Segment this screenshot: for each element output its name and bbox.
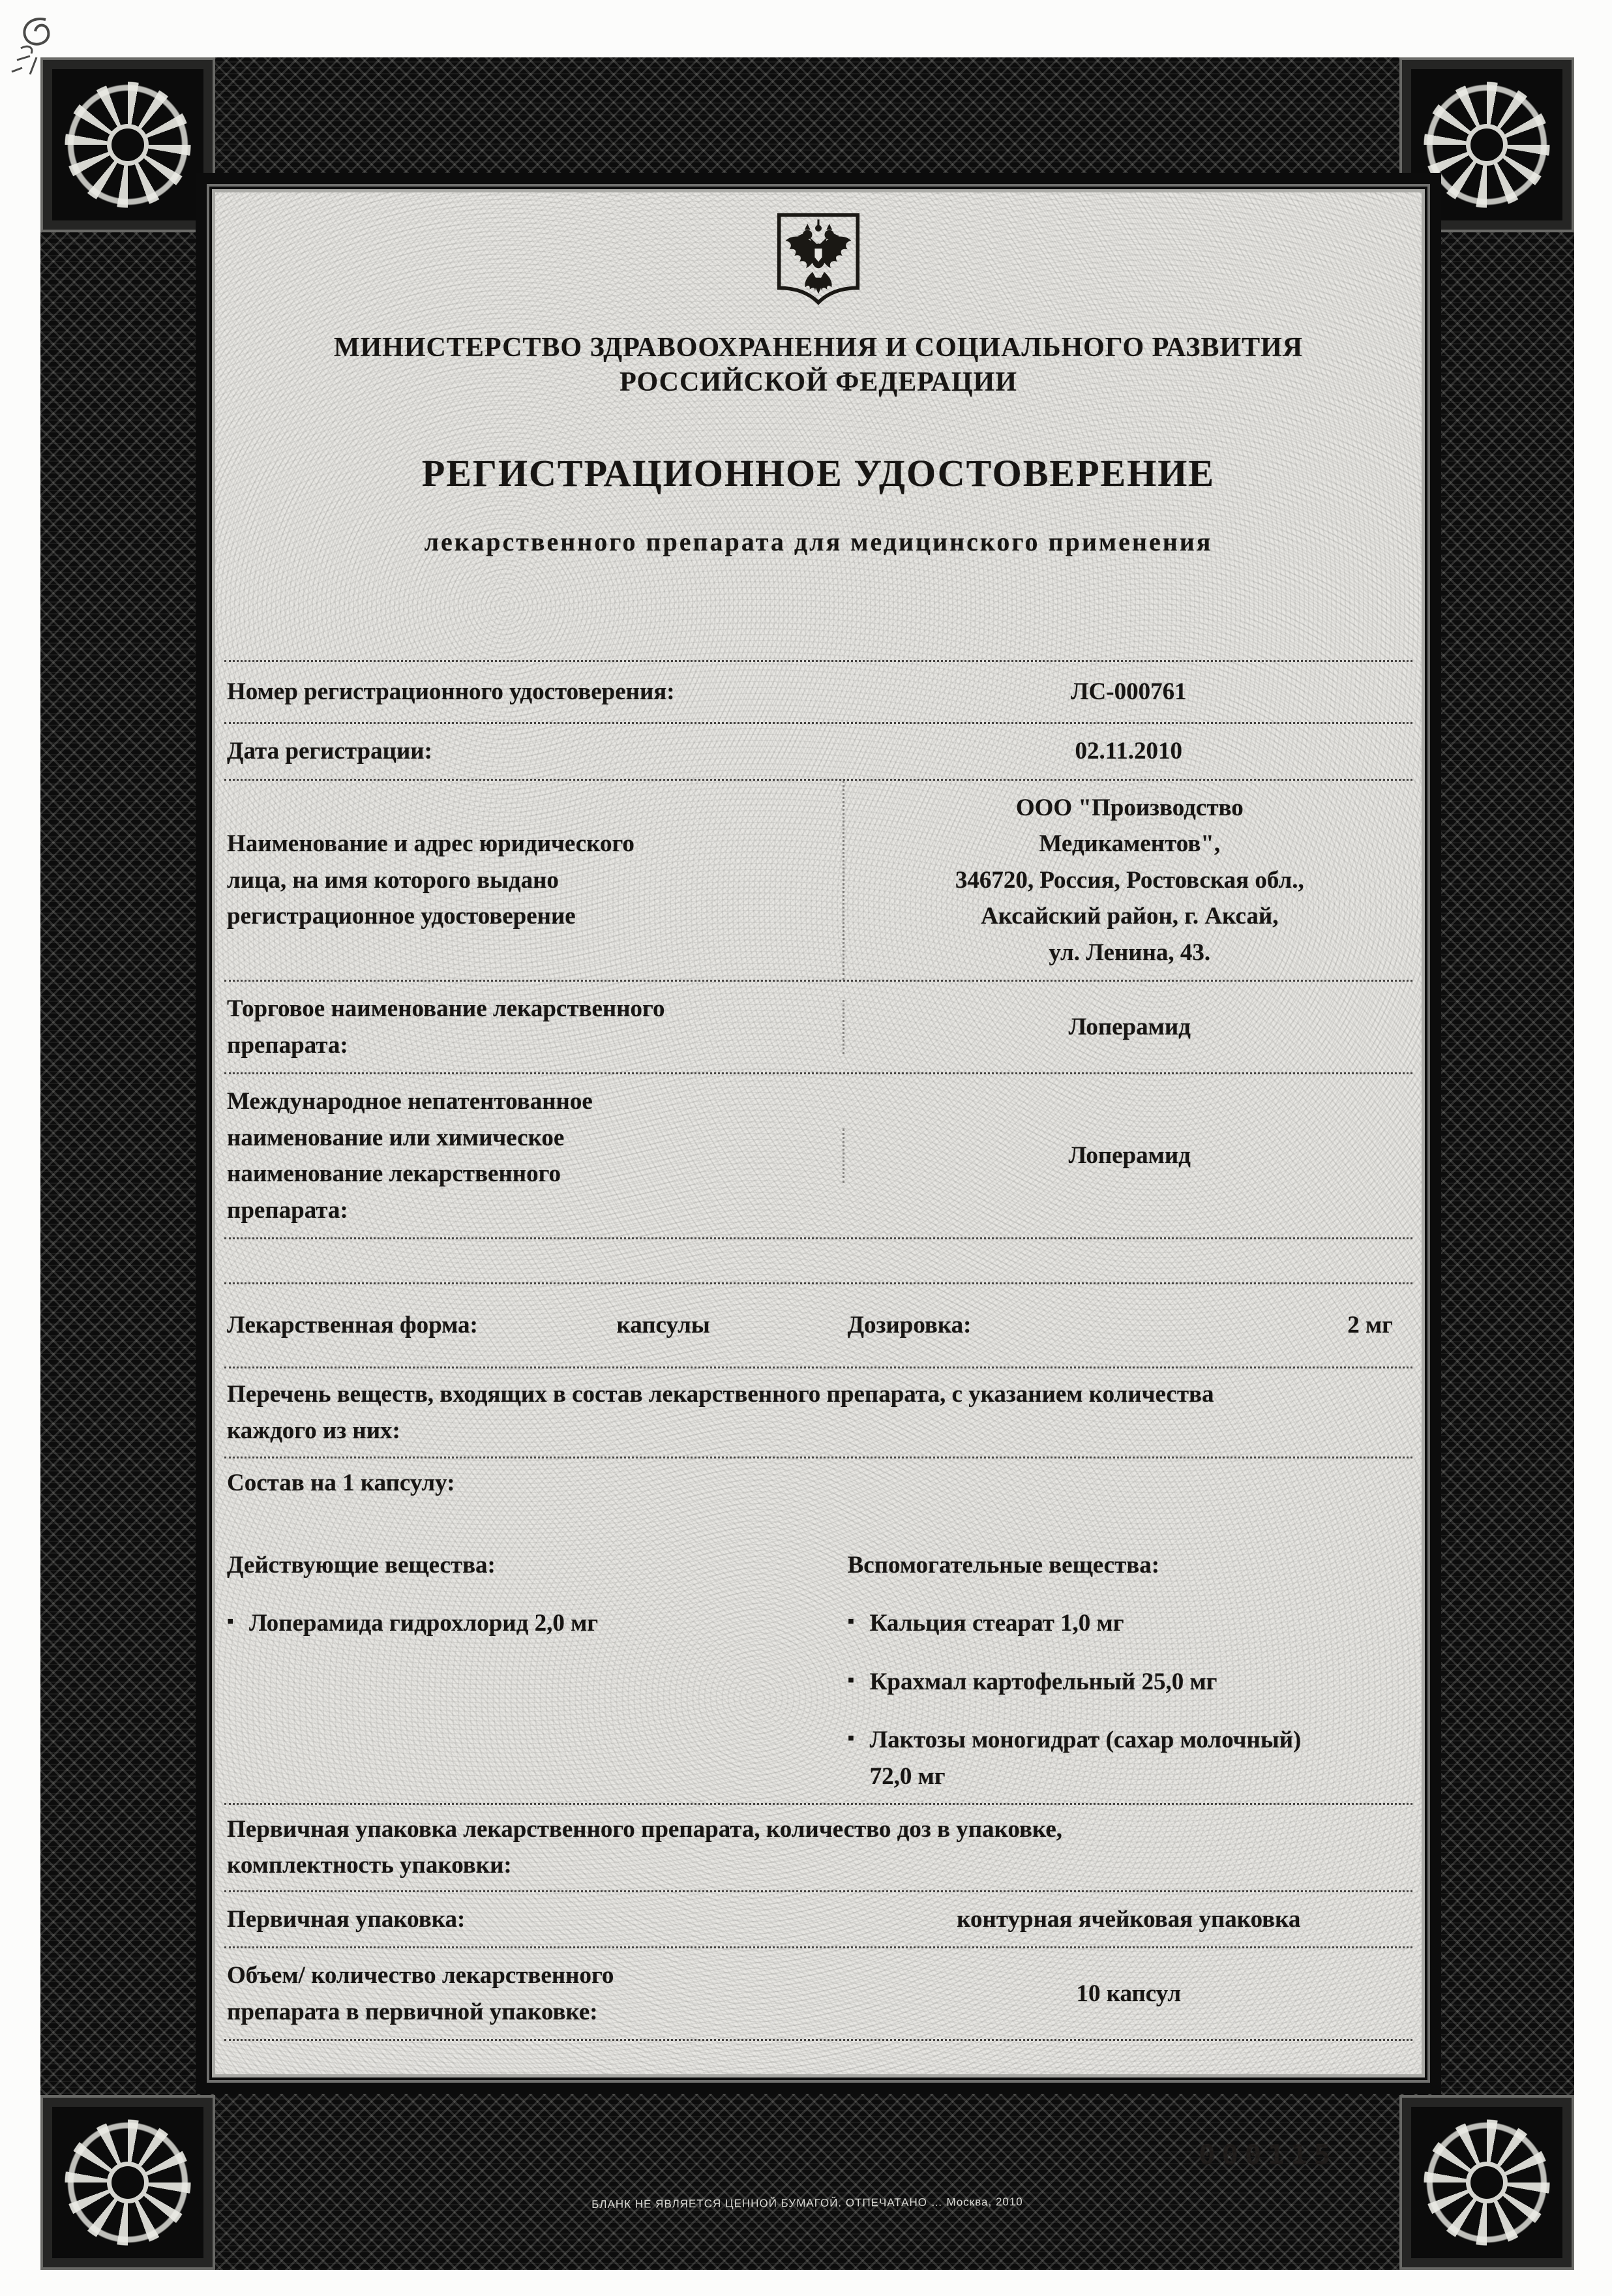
corner-rosette-icon bbox=[1399, 2095, 1574, 2270]
active-substances-column bbox=[222, 1547, 843, 1642]
corner-rosette-icon bbox=[40, 2095, 215, 2270]
printer-microtext: БЛАНК НЕ ЯВЛЯЕТСЯ ЦЕННОЙ БУМАГОЙ. ОТПЕЧАТАНО … Москва, 2010 bbox=[591, 2195, 1023, 2211]
field-label: Объем/ количество лекарственного препарата в первичной упаковке: bbox=[227, 1962, 614, 2025]
field-volume bbox=[222, 1948, 1415, 2039]
composition-intro-row bbox=[222, 1368, 1415, 1457]
holder-line: Медикаментов", bbox=[1039, 830, 1221, 857]
field-holder bbox=[222, 781, 1415, 980]
field-value: 2 мг bbox=[1347, 1312, 1393, 1339]
certificate-fields-table bbox=[215, 660, 1422, 2041]
field-primary-packaging bbox=[222, 1892, 1415, 1947]
ministry-line2: РОССИЙСКОЙ ФЕДЕРАЦИИ bbox=[619, 367, 1017, 397]
corner-rosette-icon bbox=[40, 57, 215, 232]
ministry-line1: МИНИСТЕРСТВО ЗДРАВООХРАНЕНИЯ И СОЦИАЛЬНОГО РАЗВИТИЯ bbox=[333, 333, 1304, 363]
frame-arcade-trim-top bbox=[215, 170, 1399, 185]
field-label: Торговое наименование лекарственного препарата: bbox=[227, 995, 665, 1059]
field-reg-date bbox=[222, 724, 1415, 779]
excipient-item: ▪ Кальция стеарат 1,0 мг bbox=[848, 1605, 1326, 1642]
composition-per-capsule: Состав на 1 капсулу: bbox=[227, 1470, 455, 1496]
empty-row bbox=[222, 1239, 1415, 1282]
serial-number: 000115 bbox=[1199, 2139, 1337, 2171]
field-label: Лекарственная форма: bbox=[227, 1312, 478, 1339]
field-trade-name bbox=[222, 982, 1415, 1072]
holder-line: 346720, Россия, Ростовская обл., bbox=[955, 866, 1304, 894]
field-value bbox=[843, 781, 1415, 980]
frame-arcade-trim-left bbox=[192, 232, 207, 2095]
holder-line: ул. Ленина, 43. bbox=[1049, 939, 1211, 966]
composition-intro: Перечень веществ, входящих в состав лекарственного препарата, с указанием количества каждого из них: bbox=[227, 1381, 1214, 1444]
certificate-subtitle: лекарственного препарата для медицинского применения bbox=[424, 527, 1213, 556]
frame-arcade-trim-right bbox=[1428, 232, 1444, 2095]
field-label: Наименование и адрес юридического лица, на имя которого выдано регистрационное удостоверение bbox=[227, 830, 634, 929]
field-form-and-dosage bbox=[222, 1284, 1415, 1367]
field-value: 10 капсул bbox=[1076, 1980, 1182, 2007]
composition-columns bbox=[222, 1547, 1415, 1803]
field-label: Номер регистрационного удостоверения: bbox=[227, 678, 675, 706]
field-label: Первичная упаковка: bbox=[227, 1905, 466, 1933]
field-label: Дата регистрации: bbox=[227, 738, 432, 764]
active-substance-item: ▪ Лоперамида гидрохлорид 2,0 мг bbox=[227, 1605, 706, 1642]
field-label: Дозировка: bbox=[847, 1312, 972, 1339]
excipients-column bbox=[843, 1547, 1415, 1795]
holder-line: ООО "Производство bbox=[1015, 794, 1244, 821]
field-reg-number bbox=[222, 662, 1415, 722]
certificate-paper bbox=[215, 192, 1422, 2171]
field-value: 02.11.2010 bbox=[1075, 738, 1183, 764]
russia-coat-of-arms-icon bbox=[775, 209, 862, 311]
corner-rosette-icon bbox=[1399, 57, 1574, 232]
certificate-title: РЕГИСТРАЦИОННОЕ УДОСТОВЕРЕНИЕ bbox=[421, 452, 1216, 494]
field-value: ЛС-000761 bbox=[1070, 678, 1187, 706]
row-divider bbox=[224, 2039, 1412, 2041]
holder-line: Аксайский район, г. Аксай, bbox=[981, 903, 1279, 929]
field-label: Международное непатентованное наименование или химическое наименование лекарственного препарата: bbox=[227, 1088, 593, 1224]
packaging-section-title: Первичная упаковка лекарственного препарата, количество доз в упаковке, комплектность упаковки: bbox=[227, 1815, 1062, 1879]
excipient-item: ▪ Лактозы моногидрат (сахар молочный) 72,0 мг bbox=[848, 1722, 1326, 1794]
field-value: капсулы bbox=[616, 1312, 710, 1339]
field-inn bbox=[222, 1074, 1415, 1237]
excipient-item: ▪ Крахмал картофельный 25,0 мг bbox=[848, 1664, 1326, 1700]
packaging-section-row bbox=[222, 1805, 1415, 1890]
field-value: Лоперамид bbox=[843, 1128, 1415, 1183]
excipients-header: Вспомогательные вещества: bbox=[847, 1551, 1160, 1578]
certificate-ornate-frame bbox=[40, 57, 1574, 2270]
active-substances-header: Действующие вещества: bbox=[227, 1551, 496, 1578]
field-value: Лоперамид bbox=[843, 1000, 1415, 1055]
ministry-name bbox=[215, 331, 1422, 399]
field-value: контурная ячейковая упаковка bbox=[957, 1905, 1301, 1933]
